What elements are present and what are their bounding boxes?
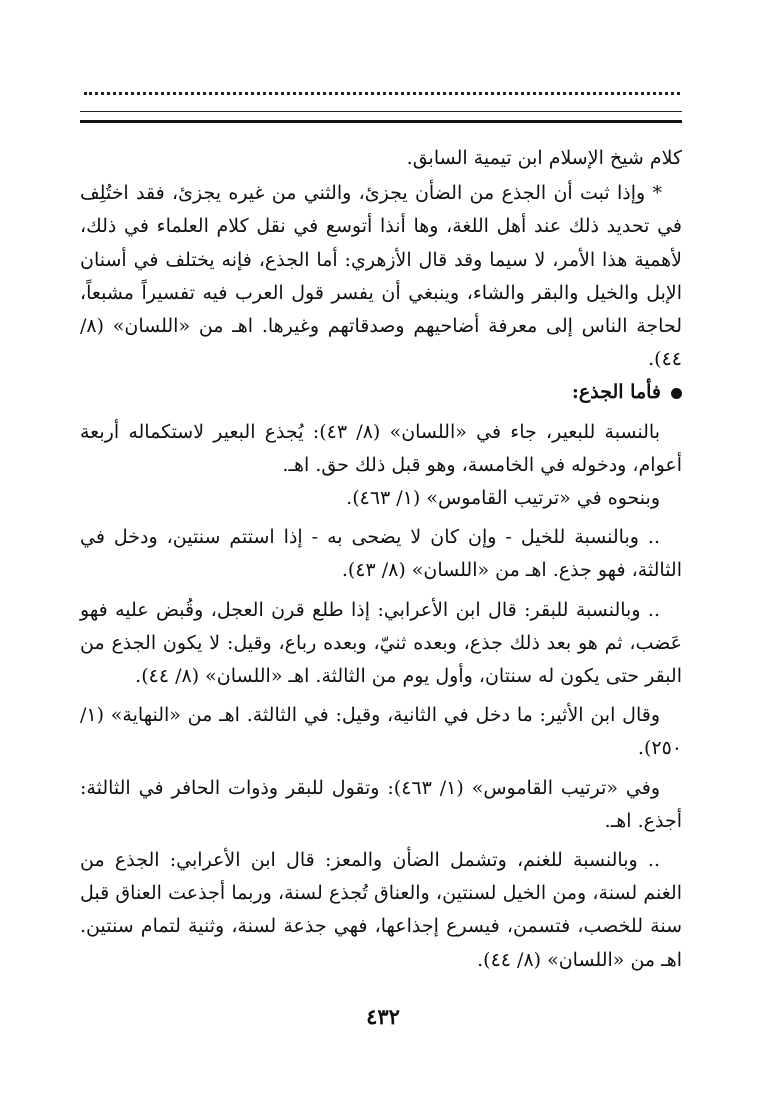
header-dotted-line: [84, 92, 680, 95]
paragraph-horse: .. وبالنسبة للخيل - وإن كان لا يضحى به - إذا استتم سنتين، ودخل في الثالثة، فهو جذع. اهـ من «اللسان» (٨/ ٤٣).: [80, 526, 682, 582]
body-text: [80, 142, 682, 977]
header-rule-thick: [80, 120, 682, 123]
section-heading-label: فأما الجذع:: [571, 381, 661, 404]
paragraph-ibn-athir: وقال ابن الأثير: ما دخل في الثانية، وقيل: في الثالثة. اهـ من «النهاية» (١/ ٢٥٠).: [80, 704, 682, 760]
paragraph-cattle: .. وبالنسبة للبقر: قال ابن الأعرابي: إذا طلع قرن العجل، وقُبض عليه فهو عَضب، ثم هو بعد ذلك جذع، وبعده ثنيّ، وبعده رباع، وقيل: لا يكون الجذع من البقر حتى يكون له سنتان، وأول يوم من الثالثة. اهـ «اللسان» (٨/ ٤٤).: [80, 598, 682, 688]
paragraph-continuation: كلام شيخ الإسلام ابن تيمية السابق.: [406, 147, 682, 169]
bullet-icon: [671, 388, 682, 399]
paragraph-intro: * وإذا ثبت أن الجذع من الضأن يجزئ، والثني من غيره يجزئ، فقد اختُلِف في تحديد ذلك عند أهل اللغة، وها أنذا أتوسع في نقل كلام العلماء في ذلك، لأهمية هذا الأمر، لا سيما وقد قال الأزهري: أما الجذع، فإنه يختلف في أسنان الإبل والخيل والبقر والشاء، وينبغي أن يفسر قول العرب فيه تفسيراً مشبعاً، لحاجة الناس إلى معرفة أضاحيهم وصدقاتهم وغيرها. اهـ من «اللسان» (٨/ ٤٤).: [80, 182, 682, 371]
paragraph-camel: بالنسبة للبعير، جاء في «اللسان» (٨/ ٤٣): يُجذع البعير لاستكماله أربعة أعوام، ودخوله في الخامسة، وهو قبل ذلك حق. اهـ.: [80, 420, 682, 476]
section-heading: [80, 376, 682, 409]
header-rule-thin: [80, 111, 682, 112]
paragraph-sheep: .. وبالنسبة للغنم، وتشمل الضأن والمعز: قال ابن الأعرابي: الجذع من الغنم لسنة، ومن الخيل لسنتين، والعناق تُجذع لسنة، وربما أجذعت العناق قبل سنة للخصب، فتسمن، فيسرع إجذاعها، فهي جذعة لسنة، وثنية لتمام سنتين. اهـ من «اللسان» (٨/ ٤٤).: [80, 849, 682, 971]
paragraph-qamus-ref: وبنحوه في «ترتيب القاموس» (١/ ٤٦٣).: [346, 487, 660, 510]
paragraph-qamus-cattle: وفي «ترتيب القاموس» (١/ ٤٦٣): وتقول للبقر وذوات الحافر في الثالثة: أجذع. اهـ.: [80, 776, 682, 832]
page-number: ٤٣٢: [366, 1004, 400, 1029]
